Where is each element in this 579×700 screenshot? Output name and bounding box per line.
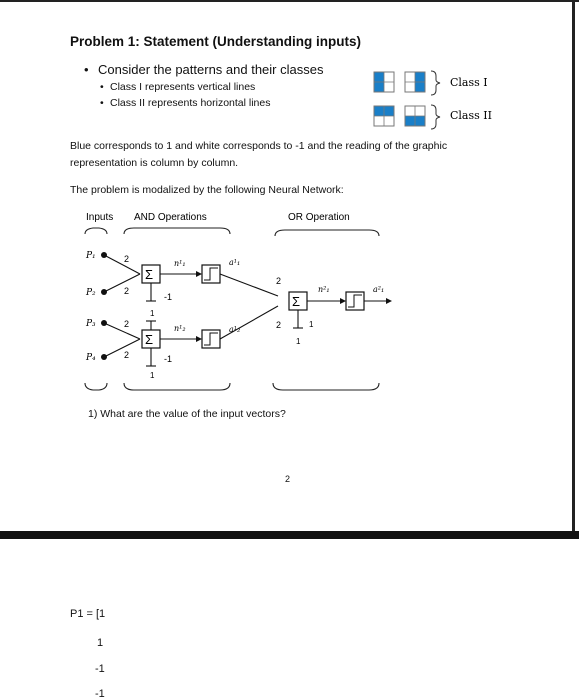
sub-bullet-class-1: • Class I represents vertical lines: [100, 81, 256, 93]
bias-input-or: 1: [296, 337, 301, 346]
edge-act1-sum3: [220, 274, 278, 296]
act-label-3: a²₁: [373, 285, 385, 294]
input-label-p2: P₂: [86, 288, 96, 298]
and-bottom-bracket: [124, 383, 230, 390]
edge-p1-sum1: [104, 255, 140, 274]
class-1-pattern-b: [405, 72, 425, 92]
paragraph-line-2: representation is column by column.: [70, 157, 239, 169]
question: 1) What are the value of the input vectors?: [88, 408, 286, 420]
main-bullet: • Consider the patterns and their classes: [84, 62, 324, 77]
or-operation-label: OR Operation: [288, 212, 350, 223]
page-separator: [0, 531, 579, 539]
and-top-bracket: [124, 228, 230, 234]
weight-or-1: 2: [276, 276, 282, 286]
sub-bullet-text: Class II represents horizontal lines: [110, 97, 271, 109]
and-operations-label: AND Operations: [134, 212, 207, 223]
input-label-p4: P₄: [86, 353, 96, 363]
class-1-brace: [431, 71, 440, 95]
inputs-bottom-bracket: [85, 383, 107, 390]
sub-bullet-class-2: • Class II represents horizontal lines: [100, 97, 271, 109]
sum-symbol: Σ: [145, 267, 154, 282]
page-number: 2: [285, 474, 291, 484]
sum-symbol: Σ: [145, 332, 154, 347]
arrow-head: [386, 298, 392, 304]
weight-or-2: 2: [276, 320, 282, 330]
sub-bullet-text: Class I represents vertical lines: [110, 81, 256, 93]
net-label-3: n²₁: [318, 285, 330, 294]
bias-value-1: -1: [164, 292, 173, 302]
network-intro: The problem is modalized by the following Neural Network:: [70, 184, 344, 196]
class-2-pattern-a: [374, 106, 394, 126]
or-top-bracket: [275, 230, 379, 236]
input-label-p3: P₃: [86, 319, 96, 329]
weight-p3: 2: [124, 319, 130, 329]
sum-symbol: Σ: [292, 294, 301, 309]
class-2-label: Class II: [450, 109, 492, 122]
weight-p2: 2: [124, 286, 130, 296]
edge-p2-sum1: [104, 274, 140, 292]
paragraph-line-1: Blue corresponds to 1 and white corresponds to -1 and the reading of the graphic: [70, 140, 448, 152]
edge-p3-sum2: [104, 323, 140, 339]
bias-input-2: 1: [150, 371, 155, 380]
inputs-top-bracket: [85, 228, 107, 234]
class-1-pattern-a: [374, 72, 394, 92]
edge-act2-sum3: [220, 306, 278, 339]
or-bottom-bracket: [273, 383, 379, 390]
bias-value-2: -1: [164, 354, 173, 364]
net-label-2: n¹₂: [174, 324, 186, 333]
edge-p4-sum2: [104, 339, 140, 357]
act-label-2: a¹₂: [229, 325, 241, 334]
arrow-head: [196, 271, 202, 277]
input-label-p1: P₁: [86, 251, 96, 261]
answer-value: -1: [95, 688, 105, 700]
act-label-1: a¹₁: [229, 258, 241, 267]
bias-value-or: 1: [309, 320, 314, 329]
weight-p1: 2: [124, 254, 130, 264]
arrow-head: [340, 298, 346, 304]
class-1-label: Class I: [450, 76, 488, 89]
inputs-label: Inputs: [86, 212, 114, 223]
answer-value: 1: [97, 637, 104, 649]
class-2-brace: [431, 105, 440, 129]
arrow-head: [196, 336, 202, 342]
main-bullet-text: Consider the patterns and their classes: [98, 62, 324, 77]
answer-value: -1: [95, 663, 105, 675]
bias-and-label: 1: [150, 309, 155, 318]
problem-title: Problem 1: Statement (Understanding inputs): [70, 34, 362, 49]
net-label-1: n¹₁: [174, 259, 186, 268]
class-2-pattern-b: [405, 106, 425, 126]
weight-p4: 2: [124, 350, 130, 360]
answer-p1-label: P1 = [1: [70, 608, 106, 620]
